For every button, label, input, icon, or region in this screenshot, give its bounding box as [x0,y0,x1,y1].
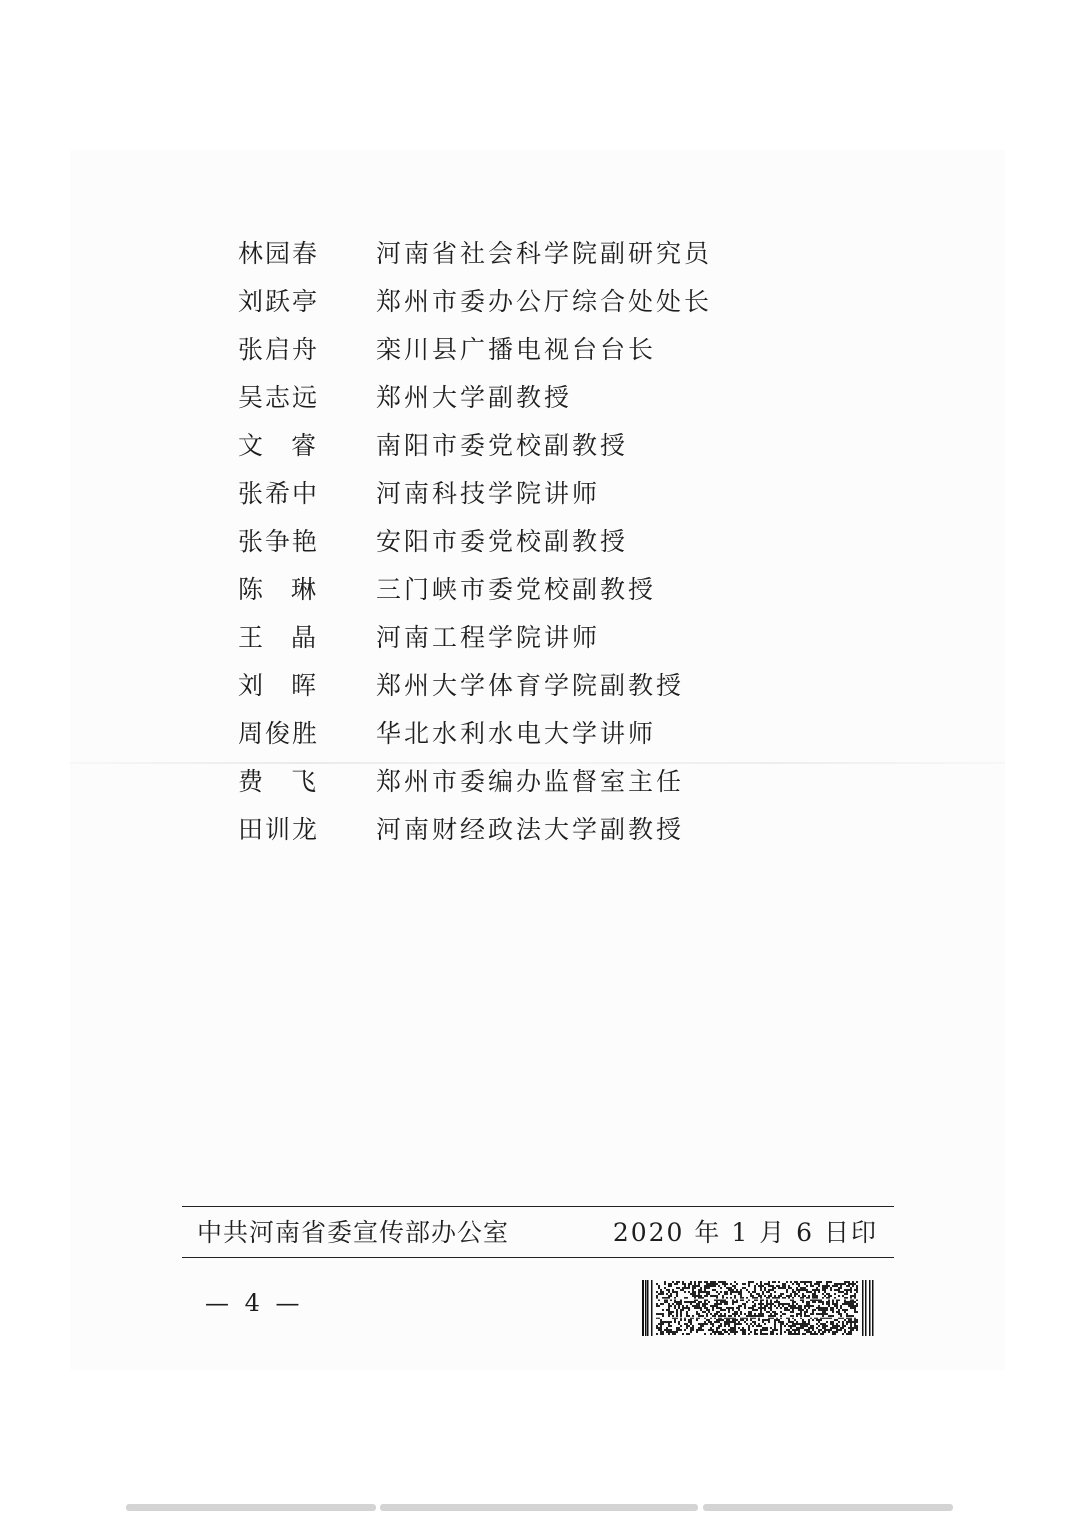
person-title: 郑州市委办公厅综合处处长 [376,287,713,316]
barcode-icon [642,1280,874,1336]
page-scroll-indicator[interactable] [380,1504,698,1511]
roster-row [238,372,798,420]
roster-row [238,804,798,852]
person-name: 刘 晖 [238,671,318,700]
member-roster [238,228,798,852]
person-name: 张 启 舟 [238,335,320,364]
person-title: 安阳市委党校副教授 [376,527,629,556]
roster-row [238,516,798,564]
roster-row [238,756,798,804]
person-title: 三门峡市委党校副教授 [376,575,657,604]
page-scroll-indicator[interactable] [703,1504,953,1511]
person-title: 河南省社会科学院副研究员 [376,239,713,268]
person-name: 张 希 中 [238,479,320,508]
roster-row [238,708,798,756]
person-title: 郑州大学体育学院副教授 [376,671,685,700]
person-name: 刘 跃 亭 [238,287,320,316]
person-title: 河南工程学院讲师 [376,623,601,652]
person-title: 南阳市委党校副教授 [376,431,629,460]
roster-row [238,276,798,324]
person-name: 张 争 艳 [238,527,320,556]
person-name: 陈 琳 [238,575,318,604]
person-name: 文 睿 [238,431,318,460]
person-name: 王 晶 [238,623,318,652]
roster-row [238,420,798,468]
print-date: 2020 年 1 月 6 日印 [612,1218,878,1247]
page-scroll-indicator[interactable] [126,1504,376,1511]
person-name: 林 园 春 [238,239,320,268]
roster-row [238,228,798,276]
person-name: 田 训 龙 [238,815,320,844]
roster-row [238,564,798,612]
person-title: 华北水利水电大学讲师 [376,719,657,748]
roster-row [238,660,798,708]
person-title: 栾川县广播电视台台长 [376,335,657,364]
person-name: 费 飞 [238,767,318,796]
person-name: 周 俊 胜 [238,719,320,748]
footer-rule-bottom [182,1257,894,1258]
person-name: 吴 志 远 [238,383,320,412]
roster-row [238,324,798,372]
footer-rule-top [182,1206,894,1207]
person-title: 河南科技学院讲师 [376,479,601,508]
page-number: — 4 — [205,1289,304,1317]
roster-row [238,612,798,660]
roster-row [238,468,798,516]
person-title: 郑州大学副教授 [376,383,573,412]
issuer-name: 中共河南省委宣传部办公室 [197,1218,510,1247]
person-title: 郑州市委编办监督室主任 [376,767,685,796]
person-title: 河南财经政法大学副教授 [376,815,685,844]
